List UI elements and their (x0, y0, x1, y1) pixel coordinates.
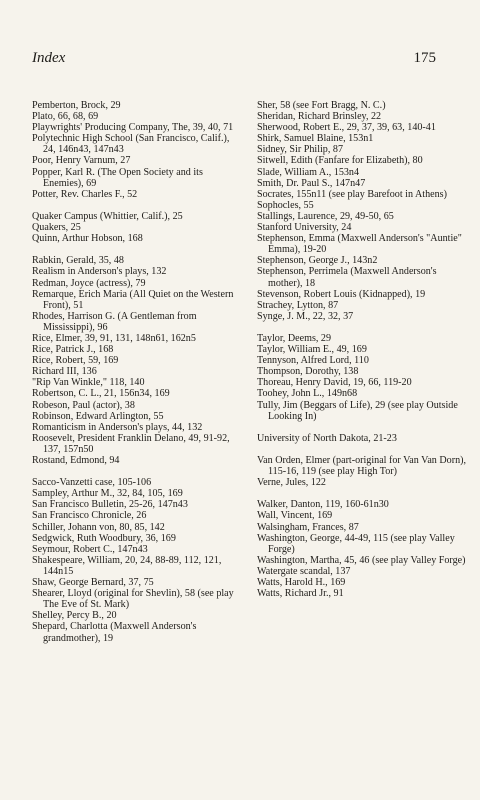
index-entry: Stevenson, Robert Louis (Kidnapped), 19 (257, 288, 426, 300)
index-entry: Potter, Rev. Charles F., 52 (32, 188, 138, 200)
page-number: 175 (413, 50, 436, 66)
index-entry: "Rip Van Winkle," 118, 140 (32, 377, 145, 389)
section-gap (32, 466, 242, 477)
index-entry: Washington, Martha, 45, 46 (see play Valley Forge) (257, 554, 466, 566)
index-entry: Seymour, Robert C., 147n43 (32, 543, 148, 555)
index-entry: Plato, 66, 68, 69 (32, 111, 99, 123)
index-entry: Stallings, Laurence, 29, 49-50, 65 (257, 210, 394, 222)
index-entry: Synge, J. M., 22, 32, 37 (257, 310, 354, 322)
index-entry: Stephenson, George J., 143n2 (257, 255, 378, 267)
index-entry: Watts, Harold H., 169 (257, 577, 346, 589)
index-entry: Realism in Anderson's plays, 132 (32, 266, 167, 278)
section-gap (257, 444, 467, 455)
index-entry: Playwrights' Producing Company, The, 39, 40, 71 (32, 122, 234, 134)
section-gap (257, 488, 467, 499)
index-entry: Tully, Jim (Beggars of Life), 29 (see play Outside Looking In) (257, 399, 458, 422)
index-entry: Shaw, George Bernard, 37, 75 (32, 577, 154, 589)
index-entry: Sacco-Vanzetti case, 105-106 (32, 477, 152, 489)
index-entry: Pemberton, Brock, 29 (32, 100, 121, 111)
index-entry: Walsingham, Frances, 87 (257, 521, 359, 533)
index-entry: Shearer, Lloyd (original for Shevlin), 58 (see play The Eve of St. Mark) (32, 588, 234, 611)
running-title: Index (32, 50, 66, 66)
index-entry: Popper, Karl R. (The Open Society and its Enemies), 69 (32, 166, 203, 189)
index-entry: Romanticism in Anderson's plays, 44, 132 (32, 421, 203, 433)
index-entry: Sherwood, Robert E., 29, 37, 39, 63, 140-41 (257, 122, 436, 134)
index-entry: Smith, Dr. Paul S., 147n47 (257, 177, 366, 189)
index-entry: Stephenson, Perrimela (Maxwell Anderson's mother), 18 (257, 266, 437, 289)
index-entry: Sampley, Arthur M., 32, 84, 105, 169 (32, 488, 183, 500)
index-entry: Wall, Vincent, 169 (257, 510, 333, 522)
index-entry: Rhodes, Harrison G. (A Gentleman from Mississippi), 96 (32, 310, 197, 333)
index-entry: Walker, Danton, 119, 160-61n30 (257, 499, 389, 511)
index-entry: Sidney, Sir Philip, 87 (257, 144, 343, 156)
index-column-right (257, 100, 467, 599)
section-gap (32, 244, 242, 255)
index-entry: Sedgwick, Ruth Woodbury, 36, 169 (32, 532, 176, 544)
index-entry: Stephenson, Emma (Maxwell Anderson's "Auntie" Emma), 19-20 (257, 233, 462, 256)
index-entry: Shepard, Charlotta (Maxwell Anderson's grandmother), 19 (32, 621, 197, 644)
index-entry: Schiller, Johann von, 80, 85, 142 (32, 521, 165, 533)
index-entry: Rice, Elmer, 39, 91, 131, 148n61, 162n5 (32, 332, 196, 344)
index-entry: Sher, 58 (see Fort Bragg, N. C.) (257, 100, 386, 111)
index-entry: Sophocles, 55 (257, 199, 314, 211)
index-entry: Sitwell, Edith (Fanfare for Elizabeth), 80 (257, 155, 423, 167)
index-entry: Shirk, Samuel Blaine, 153n1 (257, 133, 374, 145)
index-entry: Robeson, Paul (actor), 38 (32, 399, 135, 411)
index-entry: Watts, Richard Jr., 91 (257, 588, 344, 600)
index-entry: Verne, Jules, 122 (257, 477, 326, 489)
index-entry: San Francisco Bulletin, 25-26, 147n43 (32, 499, 188, 511)
index-entry: San Francisco Chronicle, 26 (32, 510, 147, 522)
index-entry: Strachey, Lytton, 87 (257, 299, 339, 311)
index-entry: Quakers, 25 (32, 222, 81, 234)
index-entry: Rice, Patrick J., 168 (32, 344, 114, 356)
index-entry: Van Orden, Elmer (part-original for Van Van Dorn), 115-16, 119 (see play High Tor) (257, 455, 467, 478)
index-entry: Thoreau, Henry David, 19, 66, 119-20 (257, 377, 412, 389)
index-entry: Stanford University, 24 (257, 222, 352, 234)
index-entry: Richard III, 136 (32, 366, 97, 378)
index-column-left (32, 100, 242, 644)
index-entry: Robertson, C. L., 21, 156n34, 169 (32, 388, 170, 400)
index-entry: Rostand, Edmond, 94 (32, 455, 120, 466)
index-entry: Watergate scandal, 137 (257, 565, 351, 577)
index-entry: Slade, William A., 153n4 (257, 166, 360, 178)
index-entry: Polytechnic High School (San Francisco, Calif.), 24, 146n43, 147n43 (32, 133, 230, 156)
index-entry: Toohey, John L., 149n68 (257, 388, 358, 400)
index-entry: Socrates, 155n11 (see play Barefoot in Athens) (257, 188, 447, 200)
index-entry: Taylor, William E., 49, 169 (257, 344, 367, 356)
index-entry: Thompson, Dorothy, 138 (257, 366, 359, 378)
index-entry: Robinson, Edward Arlington, 55 (32, 410, 164, 422)
index-entry: Shakespeare, William, 20, 24, 88-89, 112, 121, 144n15 (32, 554, 222, 577)
section-gap (257, 422, 467, 433)
index-entry: Washington, George, 44-49, 115 (see play Valley Forge) (257, 532, 455, 555)
index-entry: Quaker Campus (Whittier, Calif.), 25 (32, 210, 183, 222)
index-entry: Poor, Henry Varnum, 27 (32, 155, 131, 167)
section-gap (257, 322, 467, 333)
index-entry: Rice, Robert, 59, 169 (32, 355, 119, 367)
index-entry: Taylor, Deems, 29 (257, 332, 332, 344)
index-entry: Rabkin, Gerald, 35, 48 (32, 255, 124, 267)
index-entry: Redman, Joyce (actress), 79 (32, 277, 146, 289)
index-entry: Roosevelt, President Franklin Delano, 49, 91-92, 137, 157n50 (32, 432, 230, 455)
index-entry: Sheridan, Richard Brinsley, 22 (257, 111, 382, 123)
index-entry: Quinn, Arthur Hobson, 168 (32, 233, 143, 245)
index-entry: University of North Dakota, 21-23 (257, 432, 397, 444)
section-gap (32, 200, 242, 211)
index-entry: Remarque, Erich Maria (All Quiet on the Western Front), 51 (32, 288, 234, 311)
index-entry: Tennyson, Alfred Lord, 110 (257, 355, 369, 367)
index-entry: Shelley, Percy B., 20 (32, 610, 117, 622)
